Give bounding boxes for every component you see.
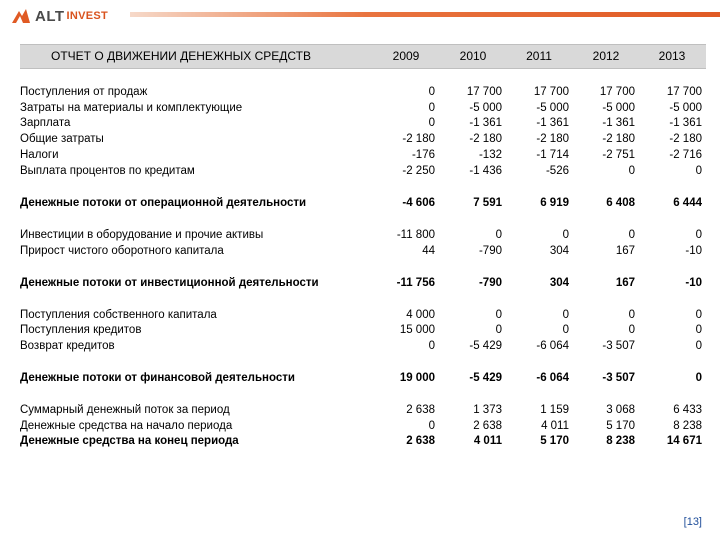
row-label: Денежные средства на начало периода bbox=[20, 420, 233, 432]
table-row bbox=[20, 404, 706, 420]
cell-value: -5 000 bbox=[469, 102, 502, 114]
cell-value: -2 751 bbox=[602, 149, 635, 161]
cell-value: 167 bbox=[615, 245, 635, 257]
table-row bbox=[20, 372, 706, 388]
row-label: Поступления от продаж bbox=[20, 86, 148, 98]
cell-value: 0 bbox=[428, 117, 435, 129]
header-accent-rule bbox=[130, 12, 720, 17]
table-header bbox=[20, 44, 706, 69]
cell-value: -2 250 bbox=[402, 165, 435, 177]
table-row bbox=[20, 149, 706, 165]
logo-sub: INVEST bbox=[66, 10, 109, 22]
cell-value: -1 361 bbox=[469, 117, 502, 129]
cell-value: 0 bbox=[695, 324, 702, 336]
page-number[interactable]: [13] bbox=[683, 516, 702, 528]
cell-value: -4 606 bbox=[402, 197, 435, 209]
year-header: 2009 bbox=[392, 49, 420, 63]
table-row bbox=[20, 86, 706, 102]
cell-value: 1 159 bbox=[540, 404, 569, 416]
cell-value: 17 700 bbox=[599, 86, 635, 98]
cell-value: 17 700 bbox=[466, 86, 502, 98]
cell-value: 8 238 bbox=[606, 435, 635, 447]
row-label: Денежные потоки от операционной деятельности bbox=[20, 197, 307, 209]
row-label: Общие затраты bbox=[20, 133, 104, 145]
cell-value: -2 180 bbox=[469, 133, 502, 145]
row-label: Денежные средства на конец периода bbox=[20, 435, 239, 447]
row-label: Поступления кредитов bbox=[20, 324, 142, 336]
cell-value: 0 bbox=[428, 340, 435, 352]
cell-value: 3 068 bbox=[606, 404, 635, 416]
cell-value: -790 bbox=[478, 277, 502, 289]
cell-value: -2 180 bbox=[602, 133, 635, 145]
cell-value: -5 429 bbox=[469, 372, 502, 384]
cell-value: 0 bbox=[695, 372, 702, 384]
cell-value: 0 bbox=[695, 229, 702, 241]
row-label: Зарплата bbox=[20, 117, 71, 129]
row-label: Выплата процентов по кредитам bbox=[20, 165, 195, 177]
cell-value: -2 180 bbox=[669, 133, 702, 145]
table-row bbox=[20, 197, 706, 213]
cell-value: 2 638 bbox=[406, 435, 435, 447]
cell-value: 6 433 bbox=[673, 404, 702, 416]
table-row bbox=[20, 324, 706, 340]
cell-value: 17 700 bbox=[533, 86, 569, 98]
cell-value: -10 bbox=[685, 277, 702, 289]
row-label: Суммарный денежный поток за период bbox=[20, 404, 230, 416]
cell-value: -11 800 bbox=[396, 229, 435, 241]
cell-value: 0 bbox=[428, 420, 435, 432]
cell-value: 1 373 bbox=[473, 404, 502, 416]
row-label: Прирост чистого оборотного капитала bbox=[20, 245, 224, 257]
cell-value: 0 bbox=[628, 324, 635, 336]
cell-value: 5 170 bbox=[540, 435, 569, 447]
year-header: 2010 bbox=[459, 49, 487, 63]
cell-value: -1 714 bbox=[536, 149, 569, 161]
cell-value: -132 bbox=[478, 149, 502, 161]
cell-value: -1 361 bbox=[536, 117, 569, 129]
cell-value: -1 361 bbox=[602, 117, 635, 129]
cell-value: -2 180 bbox=[402, 133, 435, 145]
row-label: Денежные потоки от инвестиционной деятельности bbox=[20, 277, 319, 289]
table-row bbox=[20, 133, 706, 149]
table-row bbox=[20, 117, 706, 133]
row-label: Налоги bbox=[20, 149, 59, 161]
table-row bbox=[20, 245, 706, 261]
cell-value: 14 671 bbox=[666, 435, 702, 447]
year-header: 2012 bbox=[592, 49, 620, 63]
logo-brand: ALT bbox=[35, 7, 65, 25]
cell-value: 17 700 bbox=[666, 86, 702, 98]
cell-value: 0 bbox=[628, 309, 635, 321]
cell-value: -5 000 bbox=[536, 102, 569, 114]
cell-value: 0 bbox=[562, 309, 569, 321]
table-row bbox=[20, 435, 706, 451]
cell-value: 8 238 bbox=[673, 420, 702, 432]
cell-value: -1 361 bbox=[669, 117, 702, 129]
table-row bbox=[20, 277, 706, 293]
report-title: ОТЧЕТ О ДВИЖЕНИИ ДЕНЕЖНЫХ СРЕДСТВ bbox=[51, 49, 311, 63]
row-label: Поступления собственного капитала bbox=[20, 309, 217, 321]
cell-value: 5 170 bbox=[606, 420, 635, 432]
cell-value: 7 591 bbox=[473, 197, 502, 209]
cell-value: -5 429 bbox=[469, 340, 502, 352]
cell-value: 0 bbox=[428, 86, 435, 98]
cell-value: -790 bbox=[478, 245, 502, 257]
cell-value: 304 bbox=[549, 277, 569, 289]
row-label: Инвестиции в оборудование и прочие активы bbox=[20, 229, 264, 241]
cell-value: -5 000 bbox=[602, 102, 635, 114]
cell-value: -1 436 bbox=[469, 165, 502, 177]
year-header: 2013 bbox=[658, 49, 686, 63]
row-label: Затраты на материалы и комплектующие bbox=[20, 102, 243, 114]
year-header: 2011 bbox=[526, 49, 552, 63]
table-row bbox=[20, 420, 706, 436]
cell-value: 167 bbox=[615, 277, 635, 289]
cell-value: 6 919 bbox=[540, 197, 569, 209]
cell-value: 304 bbox=[549, 245, 569, 257]
logo-arrow-icon bbox=[10, 7, 32, 25]
row-label: Денежные потоки от финансовой деятельности bbox=[20, 372, 295, 384]
cell-value: 19 000 bbox=[399, 372, 435, 384]
cell-value: 0 bbox=[562, 324, 569, 336]
cell-value: -6 064 bbox=[536, 340, 569, 352]
cell-value: 0 bbox=[695, 165, 702, 177]
cell-value: -176 bbox=[411, 149, 435, 161]
table-row bbox=[20, 309, 706, 325]
row-label: Возврат кредитов bbox=[20, 340, 115, 352]
cell-value: 0 bbox=[562, 229, 569, 241]
cell-value: -2 180 bbox=[536, 133, 569, 145]
cell-value: 6 444 bbox=[673, 197, 702, 209]
cell-value: 0 bbox=[628, 165, 635, 177]
cell-value: -3 507 bbox=[602, 372, 635, 384]
cell-value: -11 756 bbox=[396, 277, 435, 289]
cell-value: 2 638 bbox=[473, 420, 502, 432]
cell-value: 2 638 bbox=[406, 404, 435, 416]
table-row bbox=[20, 165, 706, 181]
cell-value: 0 bbox=[495, 324, 502, 336]
cell-value: -10 bbox=[685, 245, 702, 257]
cell-value: 4 011 bbox=[473, 435, 502, 447]
cell-value: -5 000 bbox=[669, 102, 702, 114]
cell-value: -6 064 bbox=[536, 372, 569, 384]
table-row bbox=[20, 340, 706, 356]
cell-value: 15 000 bbox=[399, 324, 435, 336]
cell-value: 6 408 bbox=[606, 197, 635, 209]
logo bbox=[10, 6, 108, 26]
cell-value: -2 716 bbox=[669, 149, 702, 161]
cell-value: 0 bbox=[428, 102, 435, 114]
cell-value: 0 bbox=[495, 309, 502, 321]
table-row bbox=[20, 229, 706, 245]
cell-value: 4 000 bbox=[406, 309, 435, 321]
cell-value: -526 bbox=[545, 165, 569, 177]
cell-value: 44 bbox=[422, 245, 435, 257]
table-row bbox=[20, 102, 706, 118]
cell-value: 0 bbox=[695, 309, 702, 321]
cell-value: -3 507 bbox=[602, 340, 635, 352]
cell-value: 0 bbox=[628, 229, 635, 241]
cell-value: 0 bbox=[495, 229, 502, 241]
cell-value: 0 bbox=[695, 340, 702, 352]
cell-value: 4 011 bbox=[541, 420, 569, 432]
